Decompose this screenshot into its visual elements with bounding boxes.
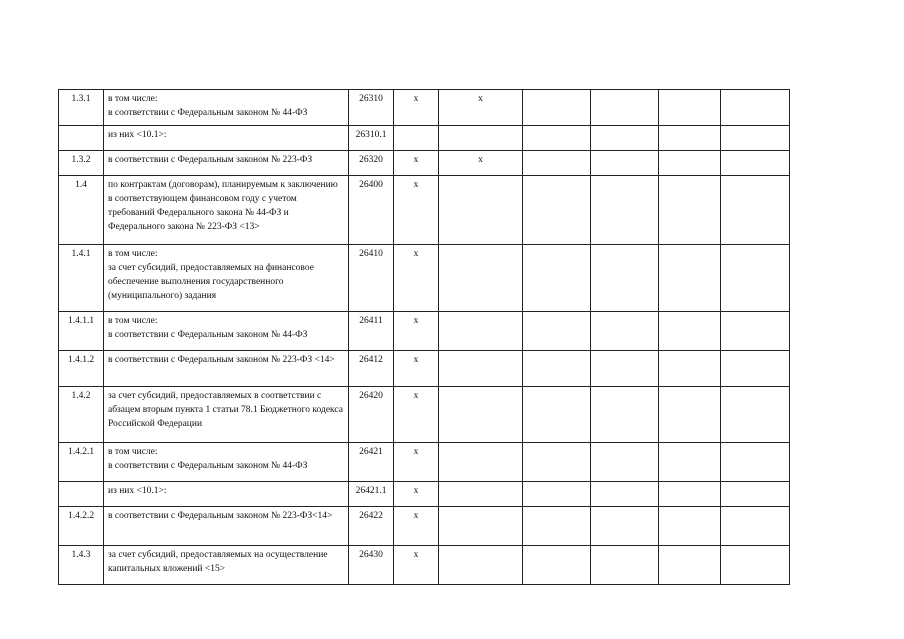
empty-cell [721, 90, 790, 126]
table-row [59, 482, 790, 507]
row-number-cell [59, 482, 104, 507]
table-row [59, 507, 790, 546]
value-cell [439, 546, 523, 585]
row-code-cell: 26320 [349, 151, 394, 176]
document-sheet [58, 89, 790, 585]
table-row [59, 312, 790, 351]
value-cell [439, 312, 523, 351]
value-cell: x [394, 176, 439, 245]
row-name-cell: в том числе: в соответствии с Федеральным законом № 44-ФЗ [104, 90, 349, 126]
row-code-cell: 26430 [349, 546, 394, 585]
empty-cell [591, 351, 659, 387]
value-cell [439, 443, 523, 482]
value-cell [439, 245, 523, 312]
empty-cell [523, 151, 591, 176]
row-code-cell: 26421.1 [349, 482, 394, 507]
row-code-cell: 26310 [349, 90, 394, 126]
table-row [59, 176, 790, 245]
empty-cell [721, 507, 790, 546]
row-name-cell: из них <10.1>: [104, 482, 349, 507]
row-name-cell: из них <10.1>: [104, 126, 349, 151]
empty-cell [721, 351, 790, 387]
value-cell: x [394, 90, 439, 126]
empty-cell [721, 312, 790, 351]
empty-cell [659, 351, 721, 387]
empty-cell [523, 126, 591, 151]
table-row [59, 387, 790, 443]
empty-cell [659, 312, 721, 351]
row-number-cell: 1.4.1.1 [59, 312, 104, 351]
value-cell: x [394, 312, 439, 351]
value-cell: x [394, 443, 439, 482]
empty-cell [523, 176, 591, 245]
value-cell: x [394, 482, 439, 507]
table-row [59, 351, 790, 387]
value-cell: x [394, 151, 439, 176]
empty-cell [721, 176, 790, 245]
row-name-cell: в том числе: в соответствии с Федеральным законом № 44-ФЗ [104, 443, 349, 482]
empty-cell [591, 387, 659, 443]
table-body [59, 90, 790, 585]
row-code-cell: 26410 [349, 245, 394, 312]
row-number-cell: 1.3.1 [59, 90, 104, 126]
row-code-cell: 26420 [349, 387, 394, 443]
value-cell: x [394, 351, 439, 387]
empty-cell [659, 151, 721, 176]
value-cell: x [394, 387, 439, 443]
row-name-cell: за счет субсидий, предоставляемых на осуществление капитальных вложений <15> [104, 546, 349, 585]
empty-cell [591, 507, 659, 546]
empty-cell [523, 443, 591, 482]
table-row [59, 245, 790, 312]
empty-cell [523, 245, 591, 312]
value-cell: x [439, 90, 523, 126]
empty-cell [523, 507, 591, 546]
table-row [59, 151, 790, 176]
value-cell [394, 126, 439, 151]
row-name-cell: в соответствии с Федеральным законом № 223-ФЗ <14> [104, 351, 349, 387]
row-number-cell: 1.4.3 [59, 546, 104, 585]
row-code-cell: 26411 [349, 312, 394, 351]
row-number-cell: 1.3.2 [59, 151, 104, 176]
row-code-cell: 26412 [349, 351, 394, 387]
row-number-cell: 1.4.2 [59, 387, 104, 443]
row-code-cell: 26421 [349, 443, 394, 482]
row-number-cell: 1.4.1 [59, 245, 104, 312]
table-row [59, 126, 790, 151]
empty-cell [659, 507, 721, 546]
row-number-cell: 1.4.1.2 [59, 351, 104, 387]
empty-cell [721, 151, 790, 176]
value-cell [439, 126, 523, 151]
value-cell [439, 507, 523, 546]
table-row [59, 443, 790, 482]
empty-cell [523, 90, 591, 126]
empty-cell [721, 387, 790, 443]
empty-cell [659, 387, 721, 443]
empty-cell [721, 126, 790, 151]
table-row [59, 90, 790, 126]
row-name-cell: в соответствии с Федеральным законом № 223-ФЗ [104, 151, 349, 176]
empty-cell [523, 387, 591, 443]
empty-cell [523, 482, 591, 507]
empty-cell [721, 546, 790, 585]
empty-cell [591, 126, 659, 151]
empty-cell [591, 90, 659, 126]
empty-cell [523, 351, 591, 387]
empty-cell [659, 90, 721, 126]
row-name-cell: в том числе: за счет субсидий, предоставляемых на финансовое обеспечение выполнения государственного (муниципального) задания [104, 245, 349, 312]
empty-cell [591, 176, 659, 245]
empty-cell [659, 443, 721, 482]
row-number-cell: 1.4.2.1 [59, 443, 104, 482]
row-name-cell: за счет субсидий, предоставляемых в соответствии с абзацем вторым пункта 1 статьи 78.1 Бюджетного кодекса Российской Федерации [104, 387, 349, 443]
report-table [58, 89, 790, 585]
value-cell [439, 351, 523, 387]
row-number-cell: 1.4 [59, 176, 104, 245]
table-row [59, 546, 790, 585]
row-name-cell: в соответствии с Федеральным законом № 223-ФЗ<14> [104, 507, 349, 546]
value-cell: x [394, 245, 439, 312]
empty-cell [591, 546, 659, 585]
value-cell: x [394, 546, 439, 585]
empty-cell [659, 546, 721, 585]
row-code-cell: 26422 [349, 507, 394, 546]
empty-cell [591, 443, 659, 482]
row-number-cell: 1.4.2.2 [59, 507, 104, 546]
row-code-cell: 26310.1 [349, 126, 394, 151]
value-cell [439, 387, 523, 443]
value-cell [439, 176, 523, 245]
empty-cell [591, 151, 659, 176]
value-cell: x [439, 151, 523, 176]
empty-cell [721, 443, 790, 482]
row-number-cell [59, 126, 104, 151]
empty-cell [659, 176, 721, 245]
empty-cell [591, 482, 659, 507]
value-cell: x [394, 507, 439, 546]
empty-cell [659, 245, 721, 312]
row-name-cell: в том числе: в соответствии с Федеральным законом № 44-ФЗ [104, 312, 349, 351]
empty-cell [659, 482, 721, 507]
empty-cell [721, 482, 790, 507]
empty-cell [591, 245, 659, 312]
row-code-cell: 26400 [349, 176, 394, 245]
empty-cell [721, 245, 790, 312]
empty-cell [523, 312, 591, 351]
empty-cell [523, 546, 591, 585]
row-name-cell: по контрактам (договорам), планируемым к заключению в соответствующем финансовом году с учетом требований Федерального закона № 44-ФЗ и Федерального закона № 223-ФЗ <13> [104, 176, 349, 245]
empty-cell [659, 126, 721, 151]
empty-cell [591, 312, 659, 351]
value-cell [439, 482, 523, 507]
